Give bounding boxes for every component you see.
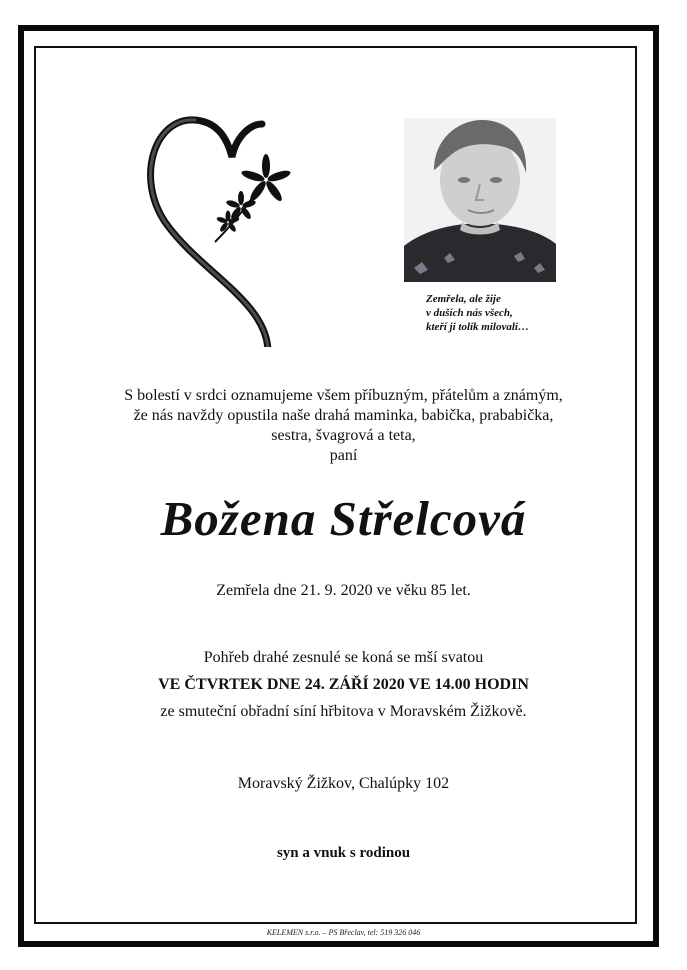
deceased-name: Božena Střelcová	[160, 491, 527, 546]
family-signature: syn a vnuk s rodinou	[276, 845, 411, 861]
memorial-quote	[426, 292, 586, 334]
footer-imprint: KELEMEN s.r.o. – PS Břeclav, tel: 519 326 046	[266, 928, 421, 937]
announcement-line: sestra, švagrová a teta,	[271, 427, 416, 444]
announcement-line: paní	[329, 447, 358, 464]
quote-line: v duších nás všech,	[426, 307, 513, 319]
portrait-photo	[404, 118, 556, 282]
death-note: Zemřela dne 21. 9. 2020 ve věku 85 let.	[216, 582, 471, 599]
quote-line: Zemřela, ale žije	[426, 293, 501, 305]
funeral-location: ze smuteční obřadní síní hřbitova v Moravském Žižkově.	[160, 703, 527, 720]
heart-flower-ornament	[140, 112, 300, 347]
funeral-intro: Pohřeb drahé zesnulé se koná se mší svatou	[203, 649, 484, 666]
announcement-text	[80, 386, 607, 466]
quote-line: kteří ji tolik milovali…	[426, 321, 529, 333]
funeral-datetime: VE ČTVRTEK DNE 24. ZÁŘÍ 2020 VE 14.00 HODIN	[158, 676, 529, 693]
address: Moravský Žižkov, Chalúpky 102	[237, 775, 450, 792]
announcement-line: že nás navždy opustila naše drahá maminka, babička, prababička,	[133, 407, 554, 424]
announcement-line: S bolestí v srdci oznamujeme všem příbuzným, přátelům a známým,	[124, 387, 563, 404]
